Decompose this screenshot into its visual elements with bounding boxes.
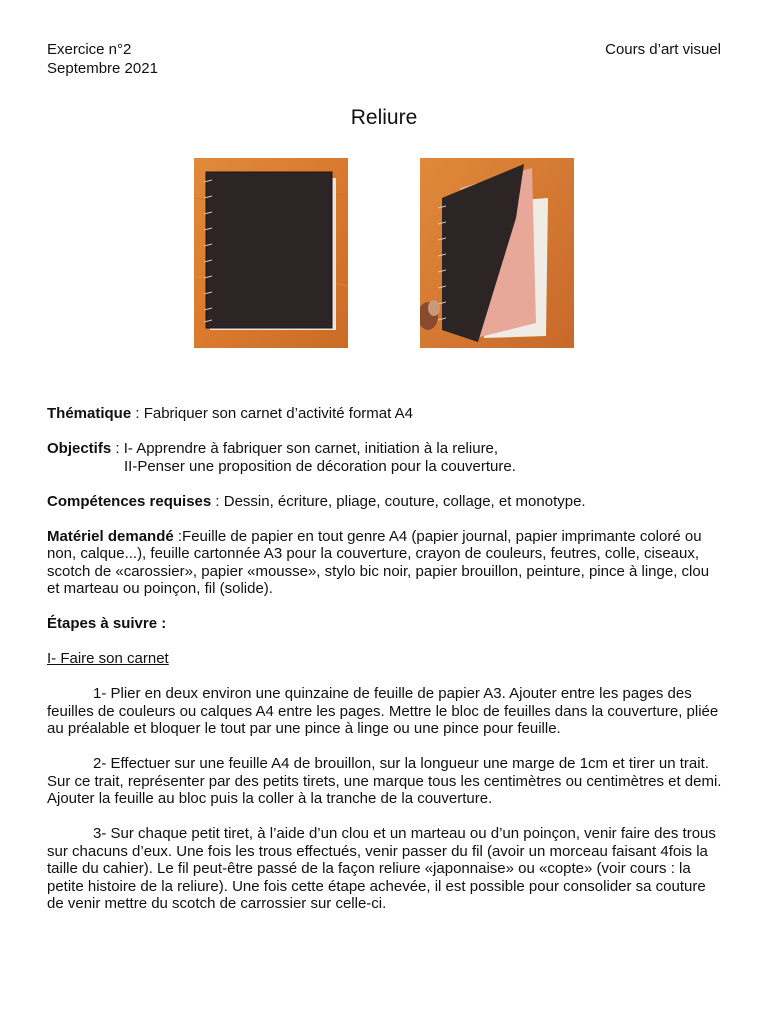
photo-open-notebook	[420, 158, 574, 348]
exercise-number: Exercice n°2	[47, 41, 132, 58]
competences-label: Compétences requises	[47, 492, 212, 510]
competences-text: : Dessin, écriture, pliage, couture, collage, et monotype.	[211, 492, 586, 510]
thematique-text: : Fabriquer son carnet d’activité format A4	[131, 405, 413, 422]
etapes-heading: Étapes à suivre :	[47, 615, 167, 632]
photo-closed-notebook	[194, 158, 348, 348]
header-left	[47, 40, 158, 78]
etapes-subtitle: I- Faire son carnet	[47, 650, 169, 667]
thematique-label: Thématique	[47, 405, 132, 422]
objectifs-paragraph	[47, 440, 723, 475]
objectifs-label: Objectifs	[47, 440, 112, 457]
step-2: 2- Effectuer sur une feuille A4 de brouillon, sur la longueur une marge de 1cm et tirer un trait. Sur ce trait, représenter par des petits tirets, une marque tous les centimètres ou centimètres et demi. Ajouter la feuille au bloc puis la coller à la tranche de la couverture.	[47, 755, 722, 807]
exercise-date: Septembre 2021	[47, 60, 158, 77]
objectifs-line1: : I- Apprendre à fabriquer son carnet, initiation à la reliure,	[111, 440, 499, 457]
thematique-paragraph	[47, 405, 723, 423]
materiel-text: :Feuille de papier en tout genre A4 (papier journal, papier imprimante coloré ou non, calque...), feuille cartonnée A3 pour la couverture, crayon de couleurs, feutres, colle, ciseaux, scotch de «carossier», papier «mousse», stylo bic noir, papier brouillon, peinture, pince à linge, clou et marteau ou poinçon, fil (solide).	[47, 527, 710, 597]
document-body	[47, 405, 723, 930]
materiel-label: Matériel demandé	[47, 527, 174, 545]
step-1: 1- Plier en deux environ une quinzaine de feuille de papier A3. Ajouter entre les pages des feuilles de couleurs ou calques A4 entre les pages. Mettre le bloc de feuilles dans la couverture, pliée au préalable et bloquer le tout par une pince à linge ou une pince pour feuille.	[47, 685, 719, 737]
competences-paragraph	[47, 493, 723, 511]
page-title: Reliure	[350, 106, 418, 129]
objectifs-line2: II-Penser une proposition de décoration pour la couverture.	[124, 457, 516, 475]
step-3: 3- Sur chaque petit tiret, à l’aide d’un clou et un marteau ou d’un poinçon, venir faire des trous sur chacuns d’eux. Une fois les trous effectués, venir passer du fil (avoir un morceau faisant 4fois la taille du cahier). Le fil peut-être passé de la façon reliure «japonnaise» ou «copte» (voir cours : la petite histoire de la reliure). Une fois cette étape achevée, il est possible pour consolider sa couture de venir mettre du scotch de carrossier sur celle-ci.	[47, 825, 716, 912]
materiel-paragraph	[47, 528, 723, 598]
course-name: Cours d’art visuel	[605, 41, 721, 58]
